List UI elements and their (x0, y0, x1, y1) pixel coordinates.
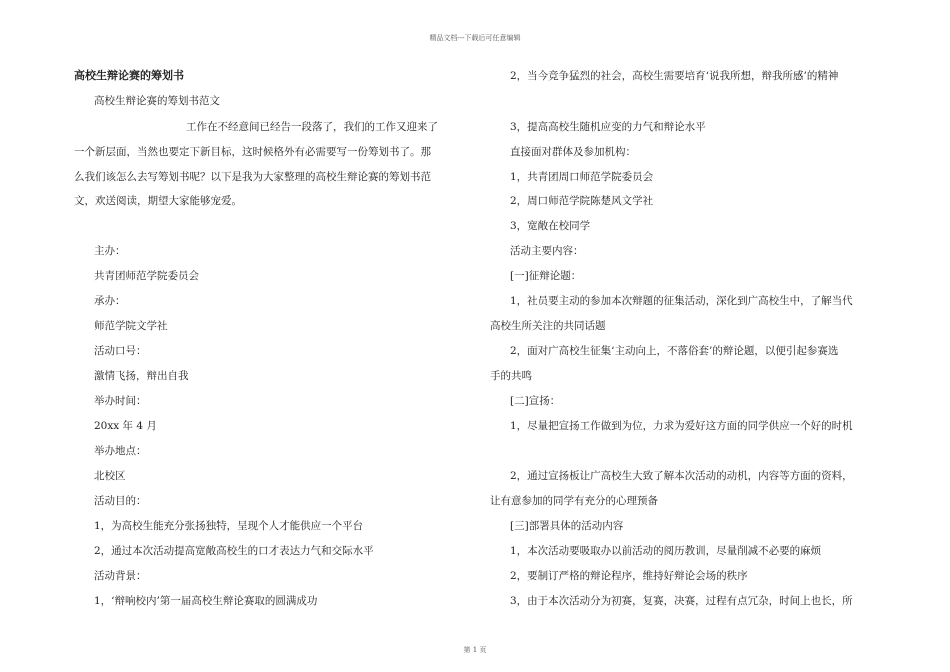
list-item: 承办： (94, 295, 126, 307)
list-item: 激情飞扬，辩出自我 (94, 370, 189, 382)
intro-line: 工作在不经意间已经告一段落了，我们的工作又迎来了 (186, 121, 438, 133)
list-item: 举办地点： (94, 445, 147, 457)
intro-line: 么我们该怎么去写筹划书呢？以下是我为大家整理的高校生辩论赛的筹划书范 (74, 171, 431, 183)
list-item: 师范学院文学社 (94, 320, 168, 332)
paragraph-line: 1，社员要主动的参加本次辩题的征集活动，深化到广高校生中，了解当代 (510, 295, 853, 307)
list-item: 1，‘辩响校内’第一届高校生辩论赛取的圆满成功 (94, 595, 318, 607)
list-item: 活动背景： (94, 570, 147, 582)
document-subtitle: 高校生辩论赛的筹划书范文 (94, 95, 220, 107)
paragraph-line: 让有意参加的同学有充分的心理预备 (490, 495, 658, 507)
list-item: 北校区 (94, 470, 126, 482)
list-item: 20xx 年 4 月 (94, 420, 157, 432)
page-number: 第 1 页 (463, 646, 487, 654)
paragraph-line: 手的共鸣 (490, 370, 532, 382)
paragraph-line: 2，要制订严格的辩论程序，维持好辩论会场的秩序 (510, 570, 748, 582)
paragraph-line: 1，尽量把宣扬工作做到为位，力求为爱好这方面的同学供应一个好的时机 (510, 420, 853, 432)
paragraph-line: 高校生所关注的共同话题 (490, 320, 606, 332)
paragraph-line: 3，提高高校生随机应变的力气和辩论水平 (510, 121, 706, 133)
list-item: 共青团师范学院委员会 (94, 270, 199, 282)
intro-line: 一个新层面，当然也要定下新目标，这时候格外有必需要写一份筹划书了。那 (74, 146, 431, 158)
paragraph-line: 2，周口师范学院陈楚风文学社 (510, 195, 654, 207)
paragraph-line: 活动主要内容： (510, 245, 584, 257)
paragraph-line: 2，通过宣扬板让广高校生大致了解本次活动的动机，内容等方面的资料， (510, 470, 853, 482)
list-item: 活动口号： (94, 345, 147, 357)
paragraph-line: 直接面对群体及参加机构： (510, 146, 636, 158)
list-item: 活动目的： (94, 495, 147, 507)
list-item: 主办： (94, 245, 126, 257)
paragraph-line: [二]宣扬： (510, 395, 561, 407)
paragraph-line: 3，宽敞在校同学 (510, 220, 591, 232)
list-item: 举办时间： (94, 395, 147, 407)
paragraph-line: 2，面对广高校生征集‘主动向上，不落俗套’的辩论题，以便引起参赛选 (510, 345, 839, 357)
paragraph-line: [一]征辩论题： (510, 270, 582, 282)
paragraph-line: 1，本次活动要吸取办以前活动的阅历教训，尽量削减不必要的麻烦 (510, 545, 822, 557)
paragraph-line: 1，共青团周口师范学院委员会 (510, 171, 654, 183)
paragraph-line: 2，当今竞争猛烈的社会，高校生需要培育‘说我所想，辩我所感’的精神 (510, 70, 839, 82)
list-item: 1，为高校生能充分张扬独特，呈现个人才能供应一个平台 (94, 520, 364, 532)
paragraph-line: [三]部署具体的活动内容 (510, 520, 624, 532)
page-header-note: 精品文档---下载后可任意编辑 (429, 34, 521, 42)
list-item: 2，通过本次活动提高宽敞高校生的口才表达力气和交际水平 (94, 545, 374, 557)
document-title: 高校生辩论赛的筹划书 (74, 69, 184, 82)
paragraph-line: 3，由于本次活动分为初赛，复赛，决赛，过程有点冗杂，时间上也长，所 (510, 595, 853, 607)
intro-line: 文，欢送阅读，期望大家能够宠爱。 (74, 195, 242, 207)
